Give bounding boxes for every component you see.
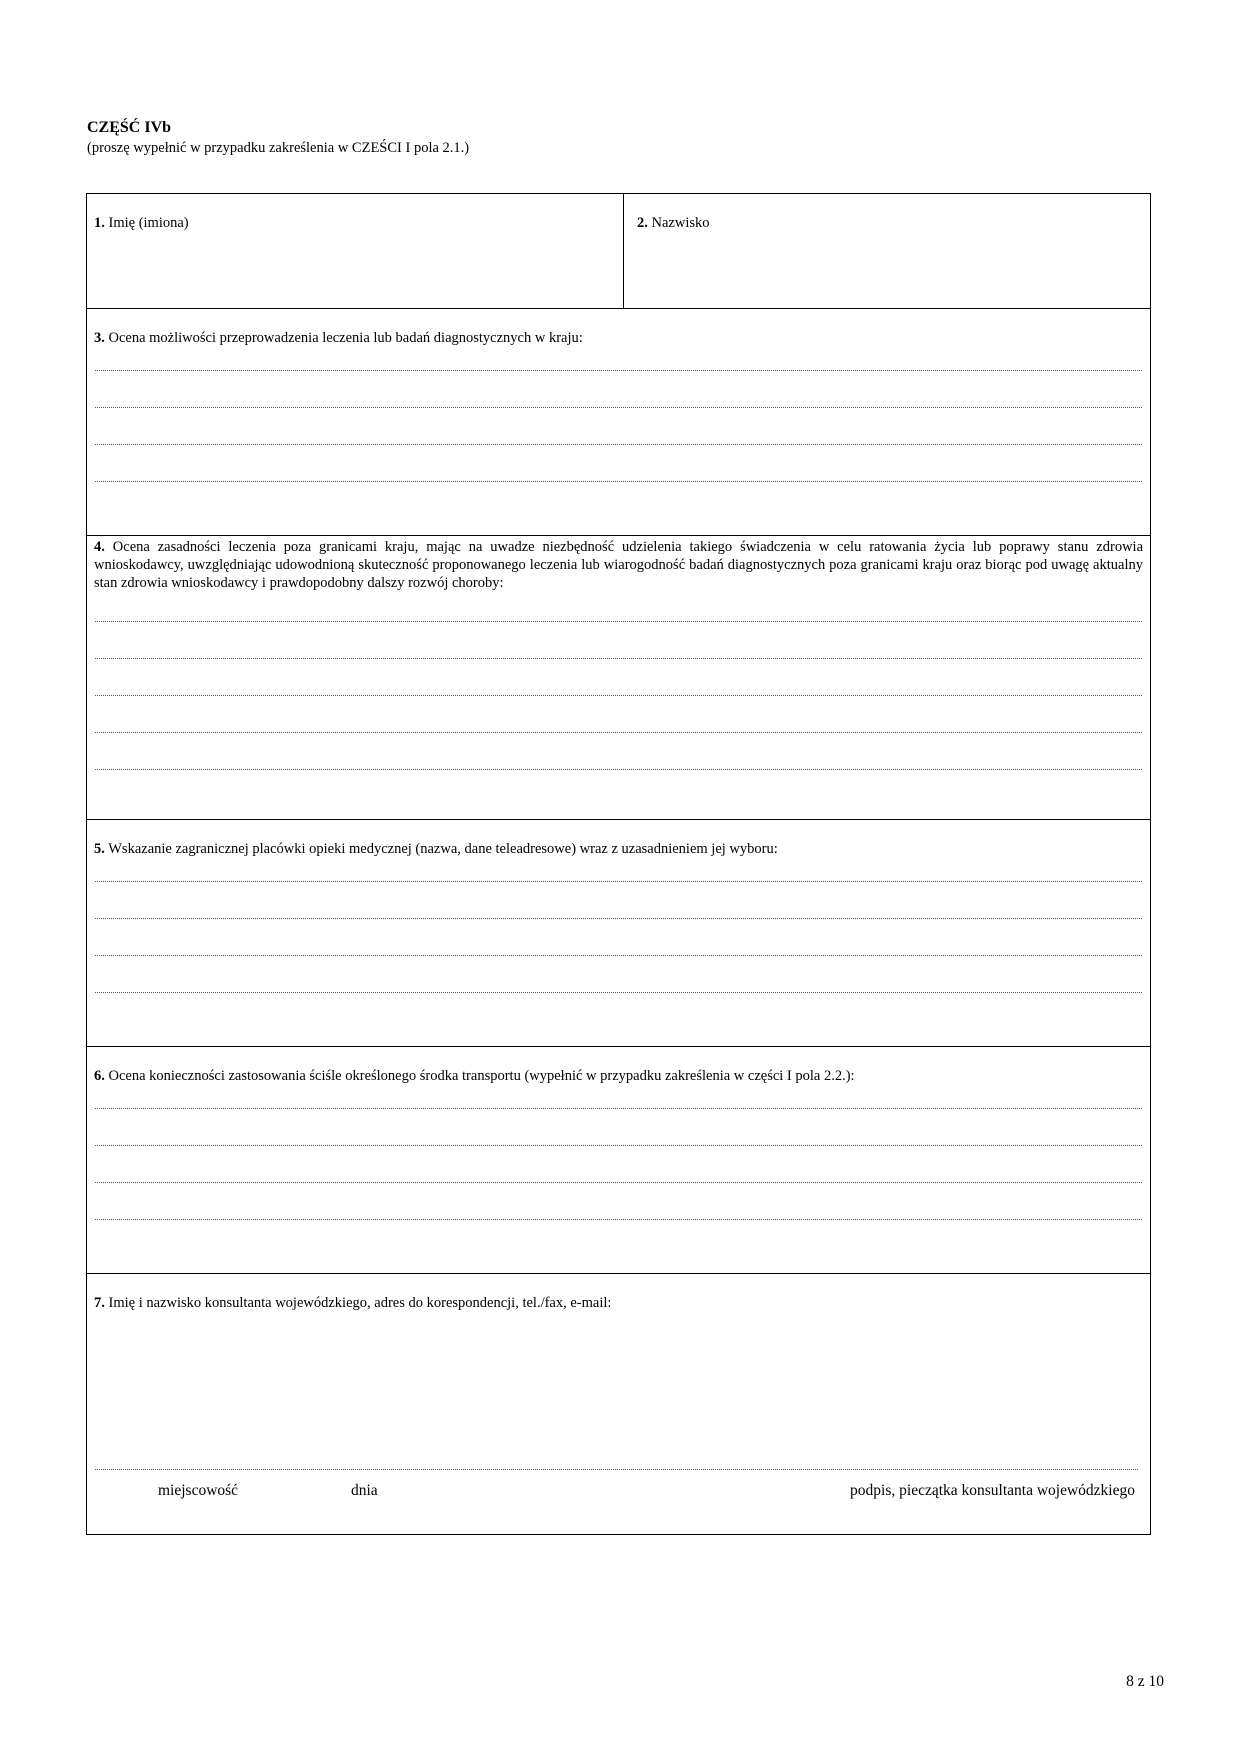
dotted-line [95, 918, 1142, 919]
field-label-text: Imię (imiona) [108, 215, 189, 231]
signature-line [95, 1469, 1138, 1470]
dotted-line [95, 881, 1142, 882]
row-name-surname [87, 194, 1150, 309]
field-7-label [94, 1294, 1140, 1312]
field-number: 6. [94, 1068, 105, 1084]
field-last-name[interactable] [624, 194, 1150, 308]
field-label-text: Wskazanie zagranicznej placówki opieki medycznej (nazwa, dane teleadresowe) wraz z uzasadnieniem jej wyboru: [108, 841, 778, 857]
field-number: 1. [94, 215, 105, 231]
field-number: 7. [94, 1295, 105, 1311]
row-field-4[interactable] [87, 536, 1150, 820]
field-label-text: Imię i nazwisko konsultanta wojewódzkiego, adres do korespondencji, tel./fax, e-mail: [108, 1295, 612, 1311]
dotted-line [95, 370, 1142, 371]
field-number: 5. [94, 841, 105, 857]
dotted-line [95, 769, 1142, 770]
row-field-6[interactable] [87, 1047, 1150, 1274]
field-label-text: Ocena możliwości przeprowadzenia leczenia lub badań diagnostycznych w kraju: [108, 330, 583, 346]
dotted-line [95, 992, 1142, 993]
field-3-label [94, 329, 1140, 347]
field-number: 4. [94, 539, 105, 555]
page-number: 8 z 10 [1126, 1673, 1164, 1690]
dotted-line [95, 481, 1142, 482]
date-caption: dnia [351, 1482, 378, 1499]
field-5-label [94, 840, 1140, 858]
field-label-text: Nazwisko [651, 215, 710, 231]
field-6-label [94, 1067, 1140, 1085]
field-number: 2. [637, 215, 648, 231]
signature-caption: podpis, pieczątka konsultanta wojewódzkiego [850, 1482, 1135, 1499]
dotted-line [95, 407, 1142, 408]
dotted-line [95, 1182, 1142, 1183]
dotted-line [95, 1145, 1142, 1146]
section-title: CZĘŚĆ IVb [87, 119, 172, 136]
field-label-text: Ocena zasadności leczenia poza granicami kraju, mając na uwadze niezbędność udzielenia takiego świadczenia w celu ratowania życia lub poprawy stanu zdrowia wnioskodawcy, uwzględniając udowodnioną skuteczność proponowanego leczenia lub wiarogodność badań diagnostycznych poza granicami kraju oraz biorąc pod uwagę aktualny stan zdrowia wnioskodawcy i prawdopodobny dalszy rozwój choroby: [94, 539, 1144, 591]
dotted-line [95, 658, 1142, 659]
dotted-line [95, 1108, 1142, 1109]
field-last-name-label [637, 214, 710, 232]
form-table [86, 193, 1151, 1535]
dotted-line [95, 1219, 1142, 1220]
field-first-name-label [94, 214, 189, 232]
dotted-line [95, 444, 1142, 445]
field-label-text: Ocena konieczności zastosowania ściśle określonego środka transportu (wypełnić w przypadku zakreślenia w części I pola 2.2.): [108, 1068, 855, 1084]
dotted-line [95, 695, 1142, 696]
place-caption: miejscowość [158, 1482, 239, 1499]
field-number: 3. [94, 330, 105, 346]
section-header [87, 118, 469, 158]
dotted-line [95, 621, 1142, 622]
row-field-5[interactable] [87, 820, 1150, 1047]
section-subtitle: (proszę wypełnić w przypadku zakreślenia w CZEŚCI I pola 2.1.) [87, 140, 470, 156]
dotted-line [95, 732, 1142, 733]
row-field-3[interactable] [87, 309, 1150, 536]
field-4-label [94, 538, 1143, 592]
field-first-name[interactable] [87, 194, 624, 308]
row-field-7[interactable] [87, 1274, 1150, 1536]
dotted-line [95, 955, 1142, 956]
